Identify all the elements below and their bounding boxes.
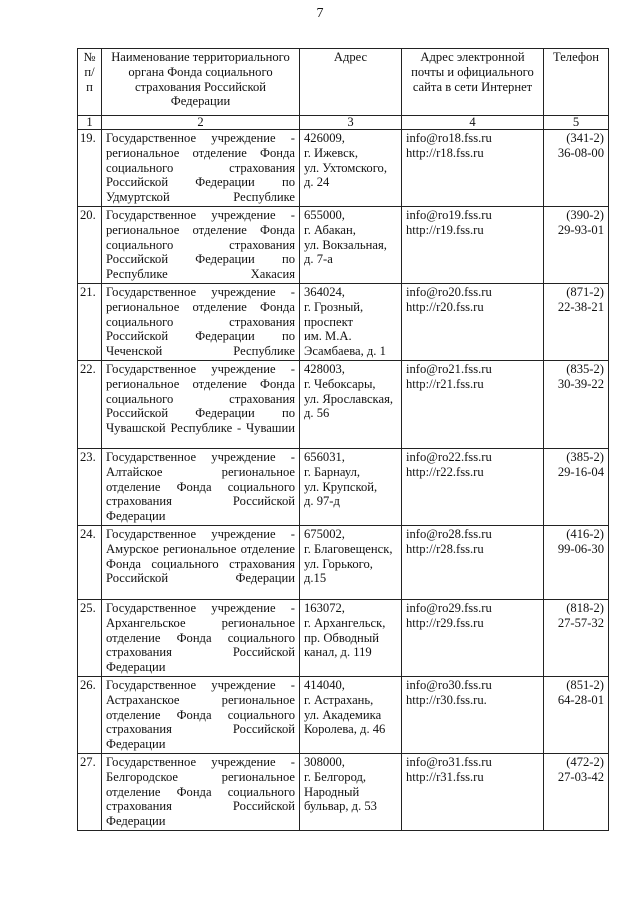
address-line: ул. Крупской, bbox=[304, 479, 378, 494]
office-name: Государственное учреждение - Алтайское региональное отделение Фонда социального страхования Российской Федерации bbox=[102, 448, 300, 525]
phone-area-code: (390-2) bbox=[566, 207, 604, 222]
row-number: 24. bbox=[78, 525, 102, 599]
address-line: д. 56 bbox=[304, 406, 330, 421]
address-line: г. Астрахань, bbox=[304, 692, 374, 707]
address-line: ул. Ухтомского, bbox=[304, 160, 387, 175]
column-index: 3 bbox=[300, 116, 402, 130]
table-row bbox=[78, 599, 609, 676]
address-line: г. Чебоксары, bbox=[304, 376, 376, 391]
column-index: 2 bbox=[102, 116, 300, 130]
phone-number: 27-03-42 bbox=[557, 769, 604, 784]
website-url: http://r19.fss.ru bbox=[406, 222, 484, 237]
office-address bbox=[300, 676, 402, 753]
address-line: 655000, bbox=[304, 207, 345, 222]
email-address: info@ro31.fss.ru bbox=[406, 754, 492, 769]
address-line: д. 24 bbox=[304, 175, 330, 190]
email-address: info@ro28.fss.ru bbox=[406, 526, 492, 541]
address-line: 656031, bbox=[304, 449, 345, 464]
office-address bbox=[300, 130, 402, 207]
phone-number: 29-16-04 bbox=[557, 464, 604, 479]
office-address bbox=[300, 599, 402, 676]
office-contacts bbox=[402, 676, 544, 753]
table-body bbox=[78, 130, 609, 831]
table-row bbox=[78, 130, 609, 207]
office-phone bbox=[544, 599, 609, 676]
table-row bbox=[78, 360, 609, 448]
address-line: г. Архангельск, bbox=[304, 615, 386, 630]
office-contacts bbox=[402, 206, 544, 283]
email-address: info@ro21.fss.ru bbox=[406, 361, 492, 376]
address-line: 163072, bbox=[304, 600, 345, 615]
website-url: http://r29.fss.ru bbox=[406, 615, 484, 630]
email-address: info@ro20.fss.ru bbox=[406, 284, 492, 299]
email-address: info@ro29.fss.ru bbox=[406, 600, 492, 615]
office-phone bbox=[544, 206, 609, 283]
address-line: 675002, bbox=[304, 526, 345, 541]
office-address bbox=[300, 206, 402, 283]
address-line: г. Благовещенск, bbox=[304, 541, 393, 556]
phone-area-code: (341-2) bbox=[566, 131, 604, 145]
email-address: info@ro18.fss.ru bbox=[406, 131, 492, 145]
phone-number: 64-28-01 bbox=[557, 692, 604, 707]
office-phone bbox=[544, 753, 609, 830]
office-phone bbox=[544, 448, 609, 525]
address-line: им. М.А. bbox=[304, 329, 352, 344]
office-address bbox=[300, 360, 402, 448]
address-line: 308000, bbox=[304, 754, 345, 769]
phone-number: 36-08-00 bbox=[557, 145, 604, 160]
office-address bbox=[300, 283, 402, 360]
office-contacts bbox=[402, 130, 544, 207]
phone-area-code: (851-2) bbox=[566, 677, 604, 692]
address-line: г. Грозный, bbox=[304, 299, 364, 314]
address-line: проспект bbox=[304, 314, 354, 329]
office-name: Государственное учреждение - Белгородское региональное отделение Фонда социального страхования Российской Федерации bbox=[102, 753, 300, 830]
website-url: http://r28.fss.ru bbox=[406, 541, 484, 556]
table-row bbox=[78, 676, 609, 753]
phone-area-code: (385-2) bbox=[566, 449, 604, 464]
phone-area-code: (835-2) bbox=[566, 361, 604, 376]
office-address bbox=[300, 753, 402, 830]
column-index: 1 bbox=[78, 116, 102, 130]
address-line: ул. Вокзальная, bbox=[304, 237, 387, 252]
address-line: г. Белгород, bbox=[304, 769, 367, 784]
table-row bbox=[78, 283, 609, 360]
office-contacts bbox=[402, 283, 544, 360]
table-row bbox=[78, 525, 609, 599]
office-phone bbox=[544, 360, 609, 448]
table-row bbox=[78, 206, 609, 283]
office-contacts bbox=[402, 599, 544, 676]
row-number: 23. bbox=[78, 448, 102, 525]
office-contacts bbox=[402, 753, 544, 830]
address-line: 414040, bbox=[304, 677, 345, 692]
address-line: 428003, bbox=[304, 361, 345, 376]
email-address: info@ro22.fss.ru bbox=[406, 449, 492, 464]
office-name: Государственное учреждение - Архангельское региональное отделение Фонда социального страхования Российской Федерации bbox=[102, 599, 300, 676]
address-line: г. Барнаул, bbox=[304, 464, 361, 479]
office-address bbox=[300, 448, 402, 525]
phone-number: 27-57-32 bbox=[557, 615, 604, 630]
address-line: Эсамбаева, д. 1 bbox=[304, 344, 386, 359]
address-line: пр. Обводный bbox=[304, 630, 379, 645]
phone-number: 30-39-22 bbox=[557, 376, 604, 391]
phone-area-code: (472-2) bbox=[566, 754, 604, 769]
office-phone bbox=[544, 525, 609, 599]
column-index: 5 bbox=[544, 116, 609, 130]
office-name: Государственное учреждение - региональное отделение Фонда социального страхования Российской Федерации по Чеченской Республике bbox=[102, 283, 300, 360]
address-line: ул. Академика bbox=[304, 707, 382, 722]
office-name: Государственное учреждение - Амурское региональное отделение Фонда социального страхования Российской Федерации bbox=[102, 525, 300, 599]
row-number: 22. bbox=[78, 360, 102, 448]
office-contacts bbox=[402, 525, 544, 599]
row-number: 20. bbox=[78, 206, 102, 283]
email-address: info@ro30.fss.ru bbox=[406, 677, 492, 692]
column-header-contacts: Адрес электронной почты и официального сайта в сети Интернет bbox=[402, 49, 544, 116]
table-row bbox=[78, 448, 609, 525]
address-line: бульвар, д. 53 bbox=[304, 799, 377, 814]
phone-area-code: (818-2) bbox=[566, 600, 604, 615]
office-contacts bbox=[402, 448, 544, 525]
column-header-name: Наименование территориального органа Фонда социального страхования Российской Федерации bbox=[102, 49, 300, 116]
row-number: 19. bbox=[78, 130, 102, 207]
address-line: Королева, д. 46 bbox=[304, 722, 386, 737]
address-line: ул. Горького, bbox=[304, 556, 373, 571]
address-line: д. 7-а bbox=[304, 252, 333, 267]
phone-number: 29-93-01 bbox=[557, 222, 604, 237]
office-phone bbox=[544, 676, 609, 753]
row-number: 26. bbox=[78, 676, 102, 753]
website-url: http://r22.fss.ru bbox=[406, 464, 484, 479]
website-url: http://r21.fss.ru bbox=[406, 376, 484, 391]
address-line: д.15 bbox=[304, 571, 327, 586]
address-line: д. 97-д bbox=[304, 494, 340, 509]
phone-area-code: (871-2) bbox=[566, 284, 604, 299]
column-header-number: № п/п bbox=[78, 49, 102, 116]
column-index: 4 bbox=[402, 116, 544, 130]
email-address: info@ro19.fss.ru bbox=[406, 207, 492, 222]
row-number: 21. bbox=[78, 283, 102, 360]
office-phone bbox=[544, 283, 609, 360]
website-url: http://r18.fss.ru bbox=[406, 145, 484, 160]
page-number: 7 bbox=[316, 6, 324, 21]
column-index-row bbox=[78, 116, 609, 130]
website-url: http://r30.fss.ru. bbox=[406, 692, 487, 707]
phone-number: 22-38-21 bbox=[557, 299, 604, 314]
address-line: г. Ижевск, bbox=[304, 145, 358, 160]
address-line: 364024, bbox=[304, 284, 345, 299]
address-line: г. Абакан, bbox=[304, 222, 356, 237]
office-name: Государственное учреждение - региональное отделение Фонда социального страхования Российской Федерации по Республике Хакасия bbox=[102, 206, 300, 283]
table-header-row bbox=[78, 49, 609, 116]
office-name: Государственное учреждение - региональное отделение Фонда социального страхования Российской Федерации по Удмуртской Республике bbox=[102, 130, 300, 207]
phone-area-code: (416-2) bbox=[566, 526, 604, 541]
row-number: 25. bbox=[78, 599, 102, 676]
office-name: Государственное учреждение - региональное отделение Фонда социального страхования Российской Федерации по Чувашской Республике - Чувашии bbox=[102, 360, 300, 448]
column-header-phone: Телефон bbox=[544, 49, 609, 116]
office-phone bbox=[544, 130, 609, 207]
address-line: ул. Ярославская, bbox=[304, 391, 394, 406]
website-url: http://r31.fss.ru bbox=[406, 769, 484, 784]
column-header-address: Адрес bbox=[300, 49, 402, 116]
website-url: http://r20.fss.ru bbox=[406, 299, 484, 314]
row-number: 27. bbox=[78, 753, 102, 830]
office-name: Государственное учреждение - Астраханское региональное отделение Фонда социального страхования Российской Федерации bbox=[102, 676, 300, 753]
address-line: 426009, bbox=[304, 131, 345, 145]
address-line: канал, д. 119 bbox=[304, 645, 372, 660]
office-contacts bbox=[402, 360, 544, 448]
phone-number: 99-06-30 bbox=[557, 541, 604, 556]
fss-offices-table bbox=[77, 48, 609, 831]
office-address bbox=[300, 525, 402, 599]
table-row bbox=[78, 753, 609, 830]
address-line: Народный bbox=[304, 784, 360, 799]
